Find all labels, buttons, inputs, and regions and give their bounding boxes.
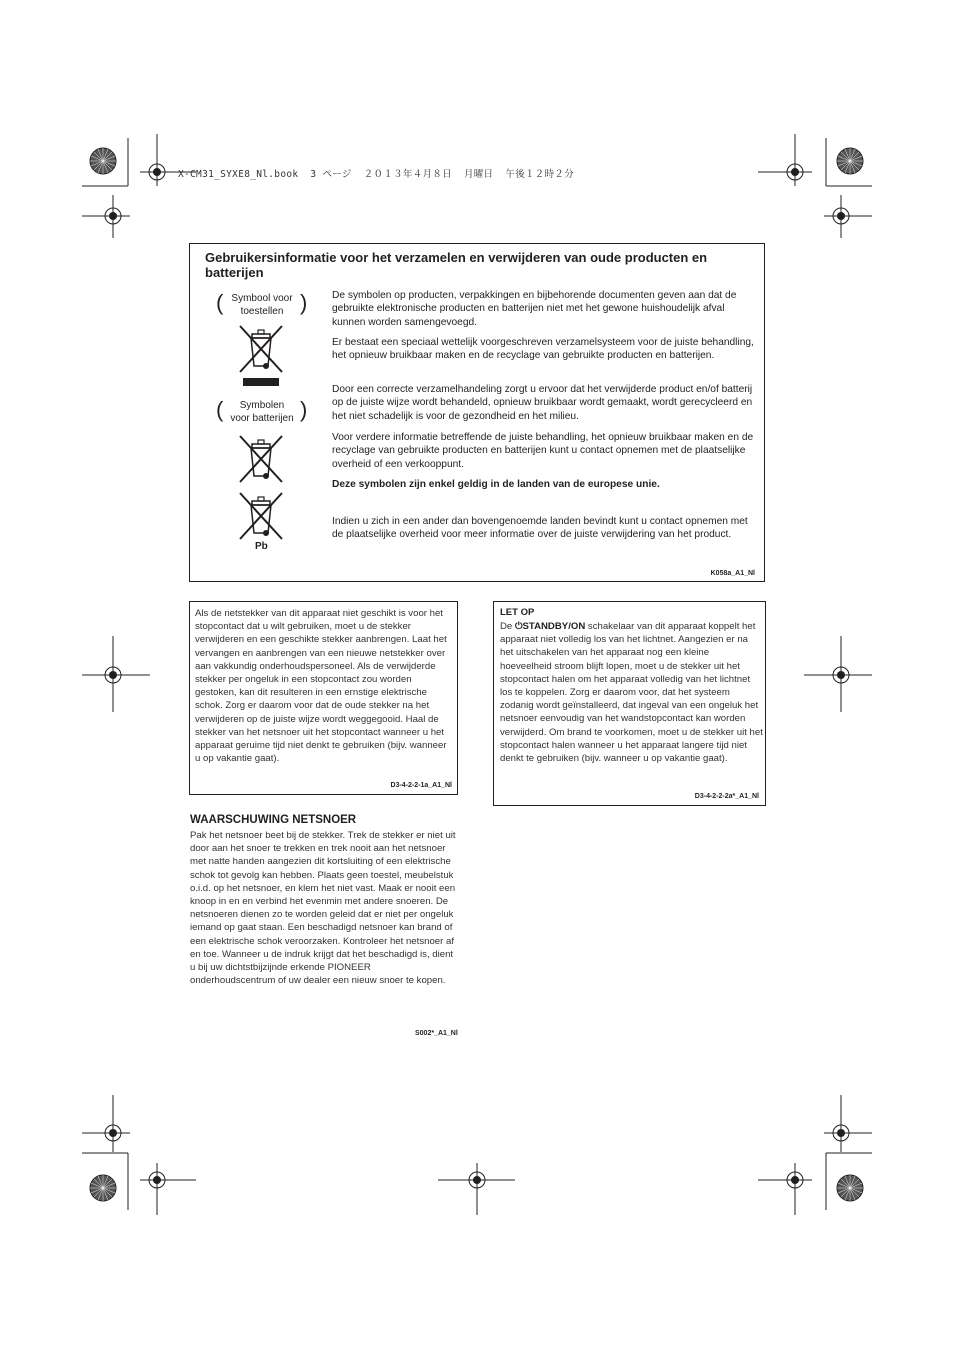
right-paren: ) <box>300 397 308 422</box>
symbol-devices-label: ( Symbool voor toestellen ) <box>216 290 308 317</box>
cord-warning-title: WAARSCHUWING NETSNOER <box>190 814 357 826</box>
plug-warning-text: Als de netstekker van dit apparaat niet geschikt is voor het stopcontact dat u wilt gebruiken, moet u de stekker verwijderen en een geschikte stekker aanbrengen. Laat het vervangen en aanbrengen van een nieuwe netstekker over aan vakkundig onderhoudspersoneel. Als de verwijderde stekker per ongeluk in een stopcontact zou worden gestoken, kan dit resulteren in een ernstige elektrische schok. Zorg er daarom voor dat de oude stekker na het verwijderen op de juiste wijze wordt weggegooid. Haal de stekker van het netsnoer uit het stopcontact wanneer u het apparaat geruime tijd niet denkt te gebruiken (bijv. wanneer u op vakantie gaat). <box>195 608 447 765</box>
crossed-bin-devices-icon <box>236 322 286 388</box>
info-paragraph: De symbolen op producten, verpakkingen en bijbehorende documenten geven aan dat de gebruikte elektronische producten en batterijen niet met het gewone huishoudelijk afval kunnen worden samengevoegd. <box>332 290 737 328</box>
caution-box <box>493 601 766 806</box>
info-paragraph: Door een correcte verzamelhandeling zorgt u ervoor dat het verwijderde product en/of batterij op de juiste wijze wordt behandeld, opnieuw bruikbaar wordt gemaakt, wordt gerecycleerd en het niet schadelijk is voor de gezondheid en het milieu. <box>332 384 753 422</box>
standby-switch-name: STANDBY/ON <box>522 621 586 632</box>
cord-warning-text: Pak het netsnoer beet bij de stekker. Trek de stekker er niet uit door aan het snoer te trekken en trek nooit aan het netsnoer met natte handen aangezien dit kortsluiting of een elektrische schok tot gevolg kan hebben. Plaats geen toestel, meubelstuk o.i.d. op het netsnoer, en klem het niet vast. Maak er nooit een knoop in en en verbind het evenmin met andere snoeren. De netsnoeren dienen zo te worden geleid dat er niet per ongeluk iemand op gaat staan. Een beschadigd netsnoer kan brand of een elektrische schok veroorzaken. Kontroleer het netsnoer af en toe. Wanneer u de indruk krijgt dat het beschadigd is, dient u bij uw dichtstbijzijnde erkende PIONEER onderhoudscentrum of uw dealer een nieuw snoer te kopen. <box>190 830 456 987</box>
caution-title: LET OP <box>500 607 535 618</box>
plug-warning-code: D3-4-2-2-1a_A1_Nl <box>390 782 452 789</box>
crossed-bin-battery-pb-icon <box>236 489 286 543</box>
standby-icon: ⏻ <box>514 621 523 632</box>
info-paragraph: Er bestaat een speciaal wettelijk voorgeschreven verzamelsysteem voor de juiste behandling, het opnieuw bruikbaar maken en de recyclage van gebruikte producten en batterijen. <box>332 337 754 362</box>
file-header-line: X-CM31_SYXE8_Nl.book 3 ページ ２０１３年４月８日 月曜日 午後１２時２分 <box>178 169 574 180</box>
left-paren: ( <box>216 397 224 422</box>
cord-warning-code: S002*_A1_Nl <box>415 1030 458 1037</box>
pb-label: Pb <box>255 541 268 552</box>
left-paren: ( <box>216 290 224 315</box>
caution-code: D3-4-2-2-2a*_A1_Nl <box>694 793 759 800</box>
symbol-batteries-label: ( Symbolen voor batterijen ) <box>216 397 308 424</box>
plug-warning-box <box>189 601 458 795</box>
caution-text: De ⏻STANDBY/ON schakelaar van dit apparaat koppelt het apparaat niet volledig los van het lichtnet. Aangezien er na het uitschakelen van het apparaat nog een kleine hoeveelheid stroom blijft lopen, moet u de stekker uit het stopcontact halen om het apparaat volledig van het lichtnet los te koppelen. Zorg er daarom voor, dat het systeem zodanig wordt geïnstalleerd, dat ingeval van een ongeluk het netsnoer eenvoudig van het wandstopcontact kan worden verwijderd. Om brand te voorkomen, moet u de stekker uit het stopcontact halen wanneer u het apparaat langere tijd niet denkt te gebruiken (bijv. wanneer u op vakantie gaat). <box>500 621 763 765</box>
info-paragraph-bold: Deze symbolen zijn enkel geldig in de landen van de europese unie. <box>332 479 660 490</box>
crossed-bin-battery-icon <box>236 432 286 486</box>
info-paragraph: Indien u zich in een ander dan bovengenoemde landen bevindt kunt u contact opnemen met de plaatselijke overheid voor meer informatie over de juiste verwijdering van het product. <box>332 516 748 541</box>
disposal-info-box <box>189 243 765 582</box>
info-title: Gebruikersinformatie voor het verzamelen en verwijderen van oude producten en batterijen <box>205 250 708 280</box>
info-paragraph: Voor verdere informatie betreffende de juiste behandling, het opnieuw bruikbaar maken en de recyclage van gebruikte producten en batterijen kunt u contact opnemen met de plaatselijke overheid of een verkooppunt. <box>332 432 754 470</box>
right-paren: ) <box>300 290 308 315</box>
info-code: K058a_A1_Nl <box>710 570 755 577</box>
